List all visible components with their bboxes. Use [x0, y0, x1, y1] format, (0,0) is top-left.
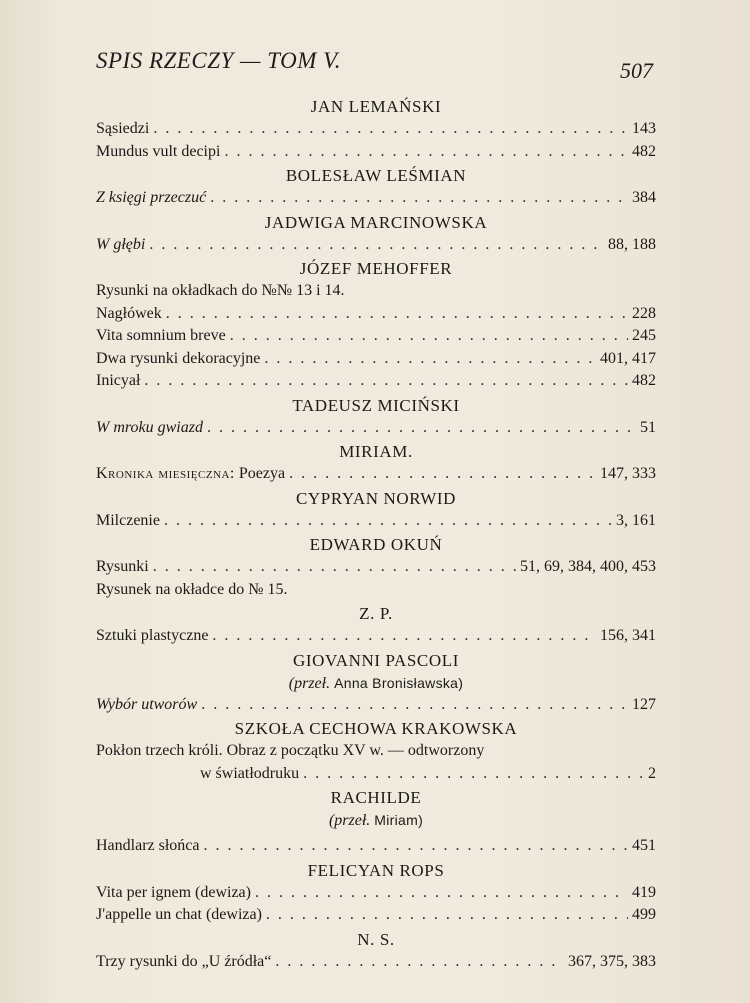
- translator-label: (przeł.: [328, 812, 371, 829]
- entry-pages: 401, 417: [600, 349, 656, 367]
- toc-entry: [96, 835, 656, 858]
- leader-dots: [204, 835, 628, 858]
- entry-pages: 499: [632, 906, 656, 923]
- toc-entry: [96, 556, 656, 579]
- entry-pages: 51: [640, 418, 656, 436]
- entry-pages: 482: [632, 142, 656, 160]
- translator-label: (przeł.: [288, 674, 331, 692]
- entry-pages: 147, 333: [600, 465, 656, 482]
- entry-pages: 88, 188: [608, 235, 656, 253]
- entry-prefix: Kronika miesięczna:: [96, 465, 235, 482]
- toc-entry: [96, 118, 656, 141]
- author-heading: BOLESŁAW LEŚMIAN: [285, 166, 467, 185]
- toc-entry: [96, 510, 656, 533]
- author-heading: RACHILDE: [330, 788, 422, 807]
- toc-entry: [96, 763, 656, 786]
- leader-dots: [153, 556, 516, 579]
- toc-entry: [96, 234, 656, 257]
- author-heading: SZKOŁA CECHOWA KRAKOWSKA: [234, 719, 518, 738]
- toc-entry: [96, 325, 656, 348]
- toc-entry: [96, 463, 656, 486]
- toc-entry: [96, 141, 656, 164]
- entry-title: W mroku gwiazd: [96, 418, 203, 436]
- entry-pages: 384: [632, 189, 656, 206]
- table-of-contents: [96, 94, 656, 973]
- author-heading: N. S.: [357, 929, 395, 949]
- author-heading: TADEUSZ MICIŃSKI: [292, 395, 460, 415]
- leader-dots: [210, 187, 628, 210]
- translator-line: [96, 809, 656, 831]
- entry-title: Inicyał: [96, 372, 141, 389]
- translator-name: Miriam): [374, 812, 424, 828]
- leader-dots: [230, 325, 628, 348]
- author-heading: JÓZEF MEHOFFER: [299, 259, 453, 278]
- author-heading: EDWARD OKUŃ: [309, 535, 443, 554]
- entry-pages: 228: [632, 304, 656, 322]
- leader-dots: [153, 118, 628, 141]
- entry-title-text: Poezya: [238, 465, 286, 482]
- toc-entry: [96, 303, 656, 326]
- author-heading: JAN LEMAŃSKI: [310, 97, 442, 116]
- leader-dots: [149, 234, 604, 257]
- entry-pages: 367, 375, 383: [568, 952, 656, 970]
- toc-note: Rysunek na okładce do № 15.: [96, 580, 288, 598]
- entry-pages: 156, 341: [600, 627, 656, 644]
- running-head: SPIS RZECZY — TOM V.: [96, 48, 341, 73]
- author-heading: MIRIAM.: [339, 442, 413, 461]
- entry-title: Dwa rysunki dekoracyjne: [96, 349, 261, 367]
- toc-entry: [96, 882, 656, 905]
- entry-pages: 127: [632, 695, 656, 713]
- leader-dots: [264, 348, 596, 371]
- entry-pages: 51, 69, 384, 400, 453: [520, 558, 656, 575]
- entry-pages: 2: [648, 764, 656, 782]
- leader-dots: [166, 303, 628, 326]
- toc-entry: [96, 904, 656, 927]
- toc-entry: [96, 694, 656, 717]
- author-heading: FELICYAN ROPS: [307, 860, 445, 880]
- translator-line: [96, 672, 656, 694]
- entry-title: Vita per ignem (dewiza): [96, 883, 251, 901]
- leader-dots: [224, 141, 628, 164]
- entry-title: J'appelle un chat (dewiza): [96, 906, 262, 923]
- entry-pages: 419: [632, 883, 656, 901]
- leader-dots: [266, 904, 628, 927]
- author-heading: JADWIGA MARCINOWSKA: [264, 212, 488, 232]
- leader-dots: [164, 510, 612, 533]
- leader-dots: [275, 951, 564, 974]
- toc-note: Rysunki na okładkach do №№ 13 i 14.: [96, 282, 345, 299]
- entry-title: Milczenie: [96, 511, 160, 529]
- entry-pages: 3, 161: [616, 511, 656, 529]
- entry-title: Mundus vult decipi: [96, 142, 221, 160]
- page-number: 507: [620, 58, 653, 83]
- entry-pages: 245: [632, 327, 656, 344]
- author-heading: CYPRYAN NORWID: [295, 488, 456, 508]
- entry-title: Sztuki plastyczne: [96, 627, 209, 644]
- toc-entry: [96, 348, 656, 371]
- entry-title: W głębi: [96, 235, 146, 253]
- translator-name: Anna Bronisławska): [334, 674, 464, 691]
- toc-entry: [96, 951, 656, 974]
- leader-dots: [303, 763, 644, 786]
- entry-title: Wybór utworów: [96, 695, 198, 713]
- entry-pages: 482: [632, 372, 656, 389]
- toc-entry: [96, 370, 656, 393]
- entry-title: Rysunki: [96, 558, 149, 575]
- toc-entry: [96, 187, 656, 210]
- leader-dots: [207, 417, 636, 440]
- toc-entry: [96, 417, 656, 440]
- entry-title: w światłodruku: [200, 764, 300, 782]
- toc-entry: [96, 625, 656, 648]
- entry-title: Sąsiedzi: [96, 120, 150, 137]
- entry-title: [96, 463, 285, 486]
- entry-title: Nagłówek: [96, 304, 162, 322]
- entry-pages: 143: [632, 120, 656, 137]
- leader-dots: [255, 882, 628, 905]
- author-heading: GIOVANNI PASCOLI: [293, 650, 459, 670]
- leader-dots: [144, 370, 628, 393]
- entry-title: Vita somnium breve: [96, 327, 226, 344]
- entry-title: Handlarz słońca: [96, 837, 200, 854]
- leader-dots: [201, 694, 628, 717]
- author-heading: Z. P.: [359, 604, 393, 623]
- entry-title: Trzy rysunki do „U źródła“: [96, 952, 272, 970]
- entry-pages: 451: [632, 837, 656, 854]
- leader-dots: [289, 463, 596, 486]
- entry-title: Z księgi przeczuć: [96, 189, 207, 206]
- toc-note: Pokłon trzech króli. Obraz z początku XV w. — odtworzony: [96, 742, 485, 759]
- leader-dots: [212, 625, 596, 648]
